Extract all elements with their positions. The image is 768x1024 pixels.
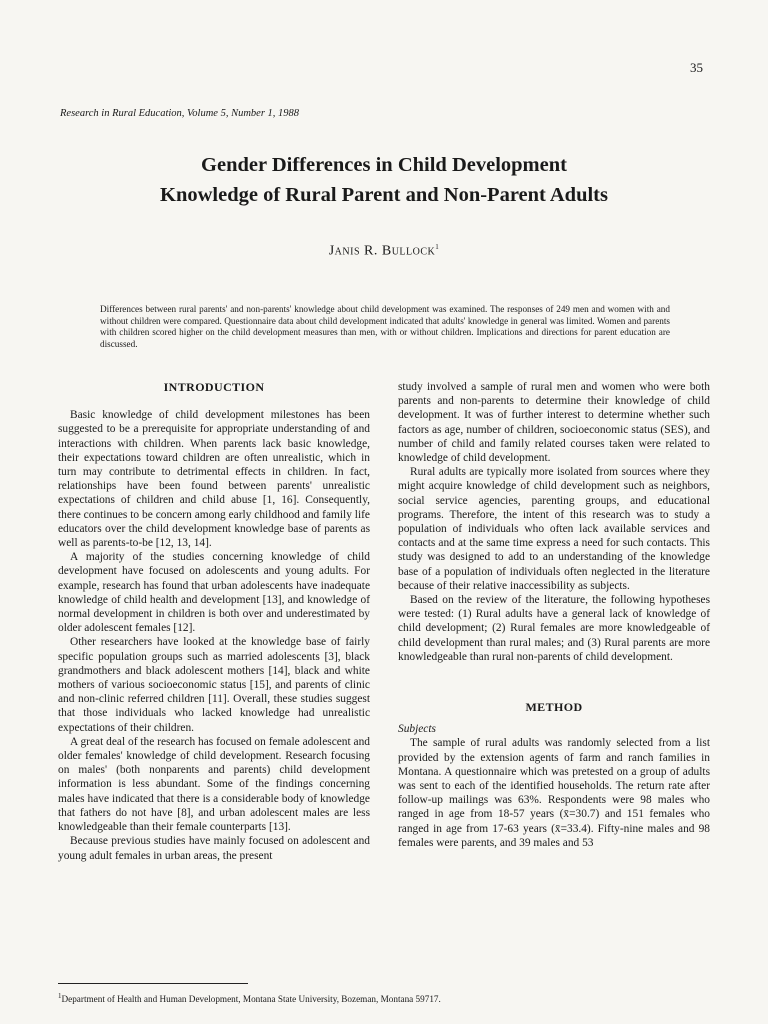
- author: [0, 243, 768, 260]
- abstract: Differences between rural parents' and non-parents' knowledge about child development was examined. The responses of 249 men and women with and without children were compared. Questionnaire data about child development indicated that adults' knowledge in general was limited. Women and parents with children scored higher on the child development measures than men, with or without children. Implications and directions for parent education are discussed.: [100, 304, 670, 349]
- paper-title: [60, 150, 708, 210]
- introduction-heading: INTRODUCTION: [163, 380, 265, 394]
- footnote-rule: [58, 983, 248, 984]
- footnote: [58, 992, 441, 1004]
- method-paragraph: The sample of rural adults was randomly selected from a list provided by the extension agents of farm and ranch families in Montana. A questionnaire which was pretested on a group of adults was sent to each of the identified households. The return rate after follow-up mailings was 63%. Respondents were 98 males who ranged in age from 18-57 years (x̄=30.7) and 151 females who ranged in age from 17-63 years (x̄=33.4). Fifty-nine males and 98 females were parents, and 39 males and 53: [398, 737, 710, 849]
- title-line-1: Gender Differences in Child Development: [201, 154, 567, 176]
- intro-paragraph: Other researchers have looked at the knowledge base of fairly specific population groups such as married adolescents [3], black grandmothers and black adolescent mothers [14], black and white mothers of various socioeconomic status [15], and parents of clinic and non-clinic referred children [11]. Overall, these studies suggest that those individuals who lacked knowledge had unrealistic expectations of their children.: [58, 636, 370, 734]
- intro-paragraph: A majority of the studies concerning knowledge of child development have focused on adolescents and young adults. For example, research has found that urban adolescents have inadequate knowledge of child health and development [13], and knowledge of normal development in children is both over and underestimated by older adolescent females [12].: [58, 551, 370, 635]
- footnote-text: Department of Health and Human Development, Montana State University, Bozeman, Montana 59717.: [61, 994, 441, 1005]
- subjects-subheading: Subjects: [398, 723, 436, 736]
- title-line-2: Knowledge of Rural Parent and Non-Parent Adults: [160, 184, 608, 206]
- intro-paragraph: Rural adults are typically more isolated from sources where they might acquire knowledge of child development such as neighbors, social service agencies, parenting groups, and educational programs. Therefore, the intent of this research was to study a population of individuals who often lack available services and contacts and at the same time express a need for such contacts. This study was designed to add to an understanding of the knowledge base of a population of individuals often neglected in the literature because of their relative inaccessibility as subjects.: [398, 466, 710, 592]
- intro-paragraph: Based on the review of the literature, the following hypotheses were tested: (1) Rural adults have a general lack of knowledge of child development; (2) Rural females are more knowledgeable of child development than rural males; and (3) Rural parents are more knowledgeable than rural non-parents of child development.: [398, 594, 710, 663]
- right-column: [398, 380, 710, 850]
- intro-paragraph: Basic knowledge of child development milestones has been suggested to be a prerequisite for appropriate understanding of and interactions with children. When parents lack basic knowledge, their expectations toward children are often unrealistic, which in turn may contribute to detrimental effects in children. In fact, relationships have been found between parents' unrealistic expectations of children and child abuse [1, 16]. Consequently, there continues to be concern among early childhood and family life educators over the child development knowledge base of parents as well as parents-to-be [12, 13, 14].: [58, 409, 370, 550]
- author-name: Janis R. Bullock: [328, 243, 436, 259]
- journal-citation: Research in Rural Education, Volume 5, Number 1, 1988: [60, 108, 300, 119]
- intro-paragraph: A great deal of the research has focused on female adolescent and older females' knowledge of child development. Research focusing on males' (both nonparents and parents) child development information is less abundant. Some of the findings concerning males have indicated that there is a considerable body of knowledge that fathers do not have [8], and urban adolescent males are less knowledgeable than their female counterparts [13].: [58, 735, 370, 834]
- left-column: [58, 380, 370, 863]
- page-number: 35: [690, 60, 703, 75]
- intro-paragraph-continued: study involved a sample of rural men and women who were both parents and non-parents to determine their knowledge of child development. It was of further interest to determine whether such factors as age, number of children, socioeconomic status (SES), and number of child and family related courses taken were related to knowledge of child development.: [398, 381, 710, 465]
- footnote-mark: 1: [58, 992, 62, 1000]
- intro-paragraph: Because previous studies have mainly focused on adolescent and young adult females in urban areas, the present: [58, 835, 370, 862]
- author-footnote-mark: 1: [435, 243, 440, 251]
- method-heading: METHOD: [525, 700, 583, 715]
